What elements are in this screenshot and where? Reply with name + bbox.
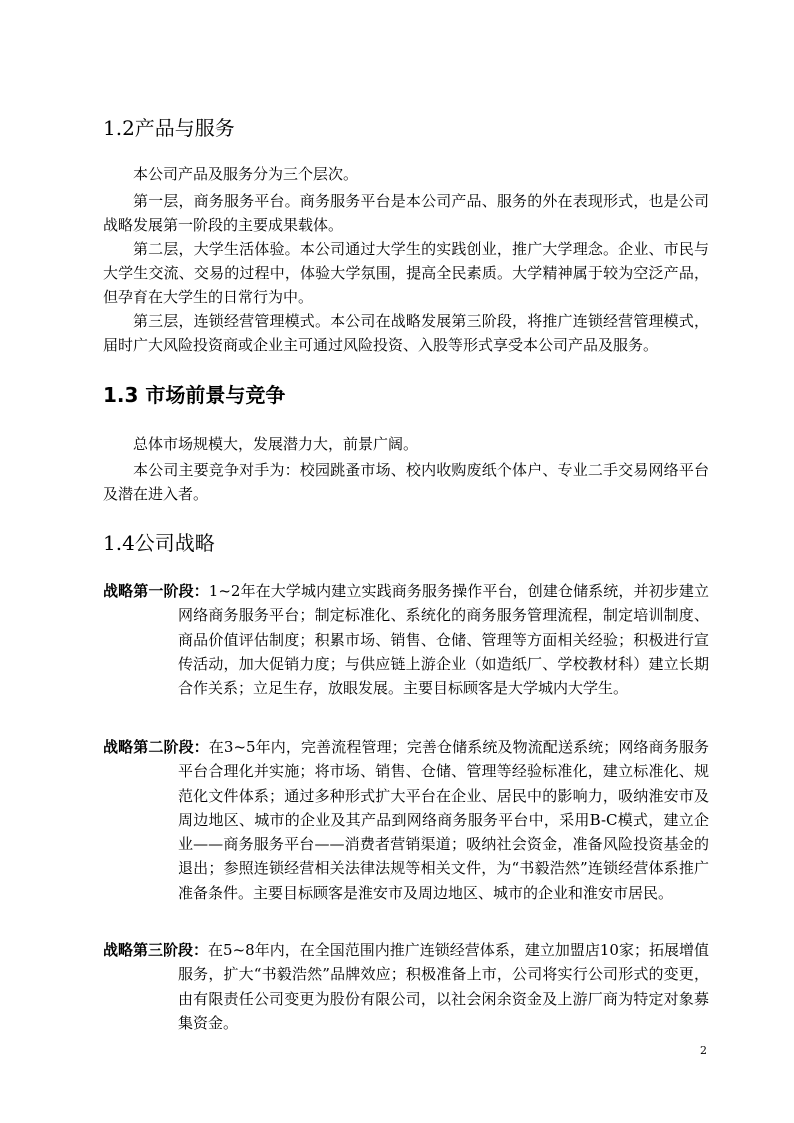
market-paragraph-overview: 总体市场规模大，发展潜力大，前景广阔。 (133, 435, 419, 453)
section-heading-products: 1.2产品与服务 (103, 116, 235, 140)
section-heading-strategy: 1.4公司战略 (103, 531, 215, 555)
strategy-stage-2-label: 战略第二阶段： (103, 738, 209, 756)
page-number: 2 (700, 1044, 707, 1057)
strategy-stage-1-label: 战略第一阶段： (103, 582, 209, 600)
strategy-stage-3-text: 在5~8年内，在全国范围内推广连锁经营体系，建立加盟店10家；拓展增值服务，扩大“书毅浩然”品牌效应；积极准备上市，公司将实行公司形式的变更，由有限责任公司变更为股份有限公司，以社会闲余资金及上游厂商为特定对象募集资金。 (178, 941, 709, 1032)
strategy-stage-2-text: 在3~5年内，完善流程管理；完善仓储系统及物流配送系统；网络商务服务平台合理化并实施；将市场、销售、仓储、管理等经验标准化，建立标准化、规范化文件体系；通过多种形式扩大平台在企业、居民中的影响力，吸纳淮安市及周边地区、城市的企业及其产品到网络商务服务平台中，采用B-C模式，建立企业——商务服务平台——消费者营销渠道；吸纳社会资金，准备风险投资基金的退出；参照连锁经营相关法律法规等相关文件，为“书毅浩然”连锁经营体系推广准备条件。主要目标顾客是淮安市及周边地区、城市的企业和淮安市居民。 (178, 738, 709, 902)
products-paragraph-layer-2: 第二层，大学生活体验。本公司通过大学生的实践创业，推广大学理念。企业、市民与大学生交流、交易的过程中，体验大学氛围，提高全民素质。大学精神属于较为空泛产品，但孕育在大学生的日常行为中。 (103, 240, 709, 306)
strategy-stage-2 (103, 735, 709, 905)
section-heading-market: 1.3 市场前景与竞争 (103, 383, 286, 407)
market-paragraph-competitors: 本公司主要竞争对手为：校园跳蚤市场、校内收购废纸个体户、专业二手交易网络平台及潜在进入者。 (103, 461, 709, 503)
strategy-stage-3 (103, 938, 709, 1035)
products-paragraph-intro: 本公司产品及服务分为三个层次。 (133, 165, 359, 183)
products-paragraph-layer-3: 第三层，连锁经营管理模式。本公司在战略发展第三阶段，将推广连锁经营管理模式，届时广大风险投资商或企业主可通过风险投资、入股等形式享受本公司产品及服务。 (103, 312, 709, 354)
strategy-stage-1 (103, 579, 709, 700)
strategy-stage-3-label: 战略第三阶段： (103, 941, 209, 959)
strategy-stage-1-text: 1~2年在大学城内建立实践商务服务操作平台，创建仓储系统，并初步建立网络商务服务平台；制定标准化、系统化的商务服务管理流程，制定培训制度、商品价值评估制度；积累市场、销售、仓储、管理等方面相关经验；积极进行宣传活动，加大促销力度；与供应链上游企业（如造纸厂、学校教材科）建立长期合作关系；立足生存，放眼发展。主要目标顾客是大学城内大学生。 (178, 582, 709, 698)
products-paragraph-layer-1: 第一层，商务服务平台。商务服务平台是本公司产品、服务的外在表现形式，也是公司战略发展第一阶段的主要成果载体。 (103, 192, 709, 234)
